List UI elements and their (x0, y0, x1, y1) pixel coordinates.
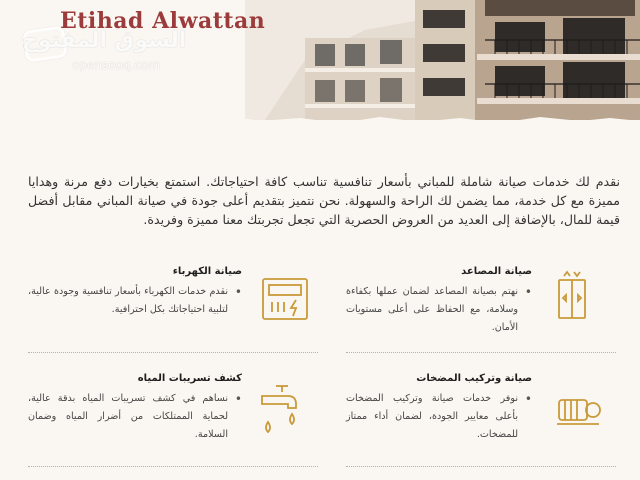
watermark-english: opensooq.com (72, 58, 160, 72)
water-tap-icon (258, 382, 306, 434)
service-title: كشف تسريبات المياه (137, 373, 242, 384)
elevator-icon (553, 270, 591, 322)
service-title: صيانة وتركيب المضخات (416, 373, 532, 384)
electric-panel-icon (260, 276, 310, 322)
section-divider (28, 466, 318, 467)
service-pumps (346, 373, 532, 444)
service-electricity (28, 266, 242, 319)
service-description: • نقدم خدمات الكهرباء بأسعار تنافسية وجودة عالية، لتلبية احتياجاتك بكل احترافية. (28, 283, 242, 319)
service-water-leaks (28, 373, 242, 444)
brand-title: Etihad Alwattan (60, 8, 266, 34)
section-divider (346, 352, 616, 353)
header-banner (0, 0, 640, 120)
torn-paper-edge (0, 112, 640, 134)
watermark-arabic: السوق المفتوح (22, 28, 187, 53)
service-title: صيانة المصاعد (461, 266, 532, 277)
service-title: صيانة الكهرباء (172, 266, 242, 277)
building-photo (245, 0, 640, 120)
intro-paragraph: نقدم لك خدمات صيانة شاملة للمباني بأسعار تنافسية تناسب كافة احتياجاتك. استمتع بخيارات دفع مرنة وهدايا مميزة مع كل خدمة، مما يضمن لك الراحة والسهولة. نحن نتميز بتقديم أعلى جودة في صيانة المباني مقابل أفضل قيمة للمال، بالإضافة إلى العديد من العروض الحصرية التي تجعل تجربتك معنا مميزة وفريدة. (28, 174, 620, 227)
pump-icon (553, 392, 603, 428)
service-description: • نوفر خدمات صيانة وتركيب المضخات بأعلى معايير الجودة، لضمان أداء ممتاز للمضخات. (346, 390, 532, 444)
service-description: • نساهم في كشف تسريبات المياه بدقة عالية، لحماية الممتلكات من أضرار المياه وضمان السلامة. (28, 390, 242, 444)
section-divider (346, 466, 616, 467)
section-divider (28, 352, 318, 353)
service-elevator (346, 266, 532, 337)
service-description: • نهتم بصيانة المصاعد لضمان عملها بكفاءة وسلامة، مع الحفاظ على أعلى مستويات الأمان. (346, 283, 532, 337)
